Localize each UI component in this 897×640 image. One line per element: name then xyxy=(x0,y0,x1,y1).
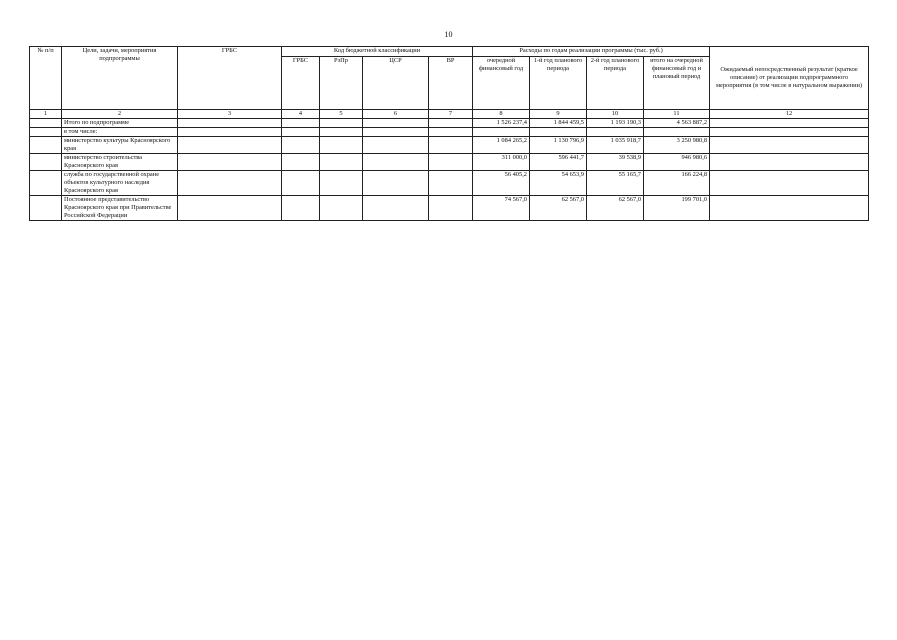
row-total: 199 701,0 xyxy=(644,196,710,221)
column-index-row xyxy=(30,110,869,119)
column-index: 8 xyxy=(473,110,530,119)
header-sub-total: итого на очередной финансовый год и плановый период xyxy=(644,57,710,110)
header-result: Ожидаемый непосредственный результат (краткое описание) от реализации подпрограммного мероприятия (в том числе в натуральном выражении) xyxy=(710,47,869,110)
header-sub-y2: 1-й год планового периода xyxy=(530,57,587,110)
row-total xyxy=(644,128,710,137)
row-name: министерство культуры Красноярского края xyxy=(62,137,178,154)
column-index: 9 xyxy=(530,110,587,119)
column-index: 1 xyxy=(30,110,62,119)
row-y1: 74 567,0 xyxy=(473,196,530,221)
row-name: служба по государственной охране объектов культурного наследия Красноярского края xyxy=(62,171,178,196)
budget-table xyxy=(29,46,869,221)
header-num: № п/п xyxy=(30,47,62,110)
column-index: 3 xyxy=(178,110,282,119)
header-sub-vr: ВР xyxy=(429,57,473,110)
column-index: 10 xyxy=(587,110,644,119)
header-expense-group: Расходы по годам реализации программы (тыс. руб.) xyxy=(473,47,710,57)
header-sub-y1: очередной финансовый год xyxy=(473,57,530,110)
row-y3: 62 567,0 xyxy=(587,196,644,221)
row-y1 xyxy=(473,128,530,137)
row-total: 166 224,8 xyxy=(644,171,710,196)
table-row xyxy=(30,154,869,171)
row-y1: 1 526 237,4 xyxy=(473,119,530,128)
column-index: 4 xyxy=(282,110,320,119)
row-y1: 1 084 265,2 xyxy=(473,137,530,154)
column-index: 12 xyxy=(710,110,869,119)
column-index: 5 xyxy=(320,110,363,119)
row-name: министерство строительства Красноярского края xyxy=(62,154,178,171)
table-row xyxy=(30,196,869,221)
row-y2: 1 130 796,9 xyxy=(530,137,587,154)
row-name: в том числе: xyxy=(62,128,178,137)
row-total: 4 563 887,2 xyxy=(644,119,710,128)
table-row xyxy=(30,171,869,196)
row-y3: 55 165,7 xyxy=(587,171,644,196)
column-index: 11 xyxy=(644,110,710,119)
row-total: 3 250 980,8 xyxy=(644,137,710,154)
row-name: Постоянное представительство Красноярского края при Правительстве Российской Федерации xyxy=(62,196,178,221)
header-goals: Цели, задачи, мероприятия подпрограммы xyxy=(62,47,178,110)
row-y3 xyxy=(587,128,644,137)
table-row xyxy=(30,119,869,128)
row-total: 946 980,6 xyxy=(644,154,710,171)
column-index: 7 xyxy=(429,110,473,119)
row-y3: 1 035 918,7 xyxy=(587,137,644,154)
row-name: Итого по подпрограмме xyxy=(62,119,178,128)
row-y3: 39 538,9 xyxy=(587,154,644,171)
row-y2: 1 844 459,5 xyxy=(530,119,587,128)
header-sub-rzpr: РзПр xyxy=(320,57,363,110)
column-index: 6 xyxy=(363,110,429,119)
table-row xyxy=(30,128,869,137)
column-index: 2 xyxy=(62,110,178,119)
row-y2: 596 441,7 xyxy=(530,154,587,171)
header-sub-y3: 2-й год планового периода xyxy=(587,57,644,110)
row-y1: 311 000,0 xyxy=(473,154,530,171)
header-grbs: ГРБС xyxy=(178,47,282,110)
row-y2: 54 653,9 xyxy=(530,171,587,196)
row-y1: 56 405,2 xyxy=(473,171,530,196)
header-sub-grbs: ГРБС xyxy=(282,57,320,110)
header-sub-csr: ЦСР xyxy=(363,57,429,110)
table-row xyxy=(30,137,869,154)
row-y2: 62 567,0 xyxy=(530,196,587,221)
header-code-group: Код бюджетной классификации xyxy=(282,47,473,57)
page-number: 10 xyxy=(444,30,453,39)
row-y2 xyxy=(530,128,587,137)
row-y3: 1 193 190,3 xyxy=(587,119,644,128)
